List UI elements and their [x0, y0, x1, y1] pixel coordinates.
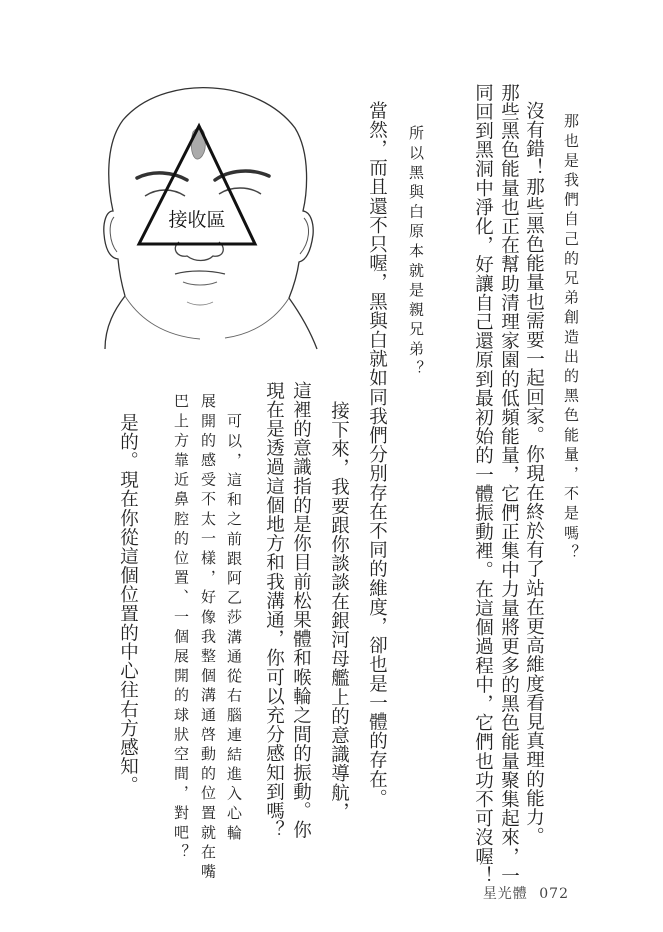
- text-column: 同回到黑洞中淨化，好讓自己還原到最初始的一體振動裡。在這個過程中，它們也功不可沒喔！: [472, 83, 494, 886]
- book-title: 星光體: [482, 886, 528, 902]
- text-column: 巴上方靠近鼻腔的位置、一個展開的球狀空間，對吧？: [172, 393, 190, 864]
- text-column: 現在是透過這個地方和我溝通，你可以充分感知到嗎？: [263, 381, 285, 840]
- text-column: 可以，這和之前跟阿乙莎溝通從右腦連結進入心輪: [225, 413, 243, 845]
- text-column: 這裡的意識指的是你目前松果體和喉輪之間的振動。你: [290, 381, 312, 840]
- head-drawing: [95, 84, 355, 374]
- text-column: 沒有錯！那些黑色能量也需要一起回家。你現在終於有了站在更高維度看見真理的能力。: [523, 101, 545, 846]
- text-column: 當然，而且還不只喔，黑與白就如同我們分別存在不同的維度，卻也是一體的存在。: [366, 101, 388, 808]
- text-column: 接下來，我要跟你談談在銀河母艦上的意識導航，: [328, 401, 350, 822]
- text-column: 所以黑與白原本就是親兄弟？: [407, 125, 425, 380]
- head-illustration: [95, 84, 355, 374]
- page-number: 072: [539, 886, 569, 902]
- text-column: 那些黑色能量也正在幫助清理家園的低頻能量，它們正集中力量將更多的黑色能量聚集起來，一: [498, 83, 520, 886]
- text-column: 是的。現在你從這個位置的中心往右方感知。: [117, 413, 139, 795]
- page-footer: [477, 883, 569, 903]
- text-column: 展開的感受不太一樣，好像我整個溝通啓動的位置就在嘴: [199, 393, 217, 883]
- text-column: 那也是我們自己的兄弟創造出的黑色能量，不是嗎？: [562, 113, 580, 564]
- reception-area-label: 接收區: [168, 209, 226, 231]
